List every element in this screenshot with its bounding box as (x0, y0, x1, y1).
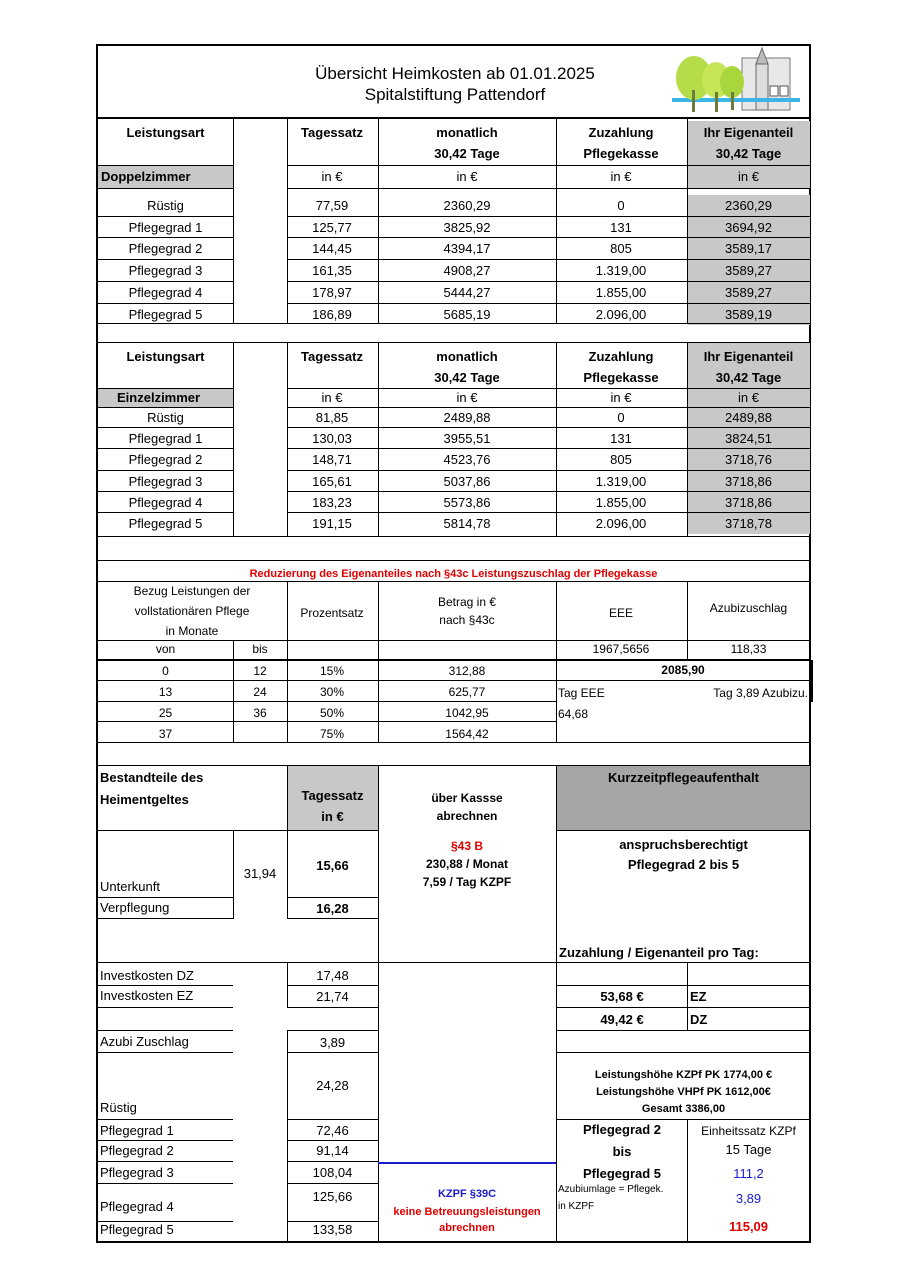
row-eigenanteil: 3589,27 (725, 263, 772, 279)
leistung-vhpf: Leistungshöhe VHPf PK 1612,00€ (596, 1086, 771, 1098)
unit-label: in € (456, 169, 478, 184)
ez-value: 53,68 € (600, 989, 644, 1004)
row-eigenanteil: 3589,27 (725, 284, 772, 300)
eee-value: 1967,5656 (592, 642, 650, 656)
reduction-col-betrag: Betrag in € (437, 595, 497, 609)
reduction-title: Reduzierung des Eigenanteiles nach §43c Leistungszuschlag der Pflegekasse (249, 568, 658, 580)
row-monatlich: 2489,88 (443, 410, 491, 425)
sum-value: 2085,90 (661, 663, 705, 677)
reduction-betrag: 312,88 (448, 664, 486, 678)
leistung-kzpf: Leistungshöhe KZPf PK 1774,00 € (594, 1069, 773, 1081)
pflegegrad-value: 72,46 (316, 1123, 349, 1138)
zuzahlung-pro-tag: Zuzahlung / Eigenanteil pro Tag: (559, 945, 759, 960)
tagessatz-header: Tagessatz (301, 788, 364, 803)
ruestig-label: Rüstig (100, 1100, 137, 1115)
row-monatlich: 4394,17 (443, 241, 491, 257)
col-zuzahlung: Zuzahlung (588, 125, 654, 140)
bestandteile-title: Bestandteile des (100, 770, 204, 785)
kzpf-39c-note: abrechnen (439, 1222, 495, 1234)
reduction-von: von (155, 642, 176, 656)
pflegegrad-value: 125,66 (312, 1189, 353, 1204)
row-name: Pflegegrad 1 (128, 431, 203, 447)
dz-label: DZ (690, 1012, 708, 1027)
row-zuzahlung: 805 (610, 452, 632, 468)
col-tagessatz: Tagessatz (301, 125, 363, 140)
col-monatlich-tage: 30,42 Tage (434, 370, 500, 385)
reduction-col-eee: EEE (608, 606, 633, 620)
row-monatlich: 4523,76 (443, 452, 491, 468)
kzpf-tage: 15 Tage (725, 1142, 772, 1157)
row-tagessatz: 77,59 (315, 198, 349, 213)
azubiumlage-label: Azubiumlage = Pflegek. (558, 1184, 664, 1195)
row-zuzahlung: 1.319,00 (595, 263, 647, 279)
row-tagessatz: 130,03 (312, 431, 352, 447)
row-name: Pflegegrad 4 (128, 284, 203, 300)
unterkunft-sum: 31,94 (243, 866, 277, 881)
row-zuzahlung: 1.855,00 (595, 284, 647, 300)
row-eigenanteil: 3718,86 (725, 473, 772, 489)
row-name: Pflegegrad 4 (128, 494, 203, 510)
ez-label: EZ (690, 989, 707, 1004)
tagessatz-header: in € (321, 809, 344, 824)
row-zuzahlung: 2.096,00 (595, 306, 647, 322)
reduction-col-betrag: nach §43c (439, 613, 495, 627)
unit-label: in € (456, 390, 478, 405)
reduction-col-bezug: Bezug Leistungen der (133, 584, 251, 598)
p43b-tag: 7,59 / Tag KZPF (422, 875, 512, 889)
anspruch-label: Pflegegrad 2 bis 5 (627, 857, 740, 872)
reduction-col-prozent: Prozentsatz (300, 606, 364, 620)
reduction-prozent: 75% (319, 727, 345, 741)
invest-dz-label: Investkosten DZ (100, 968, 194, 983)
reduction-von: 13 (158, 685, 173, 699)
tag-eee-label: Tag EEE (558, 686, 605, 700)
unit-label: in € (610, 390, 632, 405)
doppelzimmer-label: Doppelzimmer (101, 169, 191, 184)
col-pflegekasse: Pflegekasse (583, 370, 659, 385)
row-tagessatz: 125,77 (312, 219, 352, 235)
row-monatlich: 2360,29 (443, 198, 491, 213)
page-subtitle: Spitalstiftung Pattendorf (364, 85, 546, 104)
header-divider (96, 117, 811, 119)
row-monatlich: 3825,92 (443, 219, 491, 235)
row-monatlich: 5573,86 (443, 494, 491, 510)
kzpf-pg5: Pflegegrad 5 (582, 1166, 662, 1181)
reduction-bis: bis (252, 642, 268, 656)
row-eigenanteil: 3718,76 (725, 452, 772, 468)
row-zuzahlung: 2.096,00 (595, 516, 647, 531)
row-eigenanteil: 3718,78 (725, 516, 772, 531)
verpflegung-label: Verpflegung (100, 900, 170, 915)
row-name: Pflegegrad 2 (128, 241, 203, 257)
reduction-prozent: 50% (319, 706, 345, 720)
row-tagessatz: 186,89 (312, 306, 352, 322)
pflegegrad-label: Pflegegrad 5 (100, 1222, 174, 1237)
kzpf-value-3: 115,09 (728, 1219, 769, 1234)
kzpf-pg2: Pflegegrad 2 (582, 1122, 662, 1137)
reduction-prozent: 15% (319, 664, 345, 678)
church-tree-logo (672, 46, 800, 116)
ruestig-value: 24,28 (316, 1078, 349, 1093)
col-monatlich-tage: 30,42 Tage (434, 146, 500, 161)
row-zuzahlung: 131 (610, 431, 632, 447)
row-name: Pflegegrad 3 (128, 263, 203, 279)
pflegegrad-label: Pflegegrad 2 (100, 1143, 174, 1158)
reduction-von: 25 (158, 706, 173, 720)
row-eigenanteil: 3589,19 (725, 306, 772, 322)
unit-label: in € (321, 390, 343, 405)
kzpf-value-1: 111,2 (733, 1166, 764, 1181)
row-zuzahlung: 0 (617, 198, 625, 213)
row-zuzahlung: 1.855,00 (595, 494, 647, 510)
reduction-betrag: 625,77 (448, 685, 486, 699)
reduction-prozent: 30% (319, 685, 345, 699)
col-eigenanteil-tage: 30,42 Tage (715, 146, 782, 161)
pflegegrad-value: 133,58 (312, 1222, 353, 1237)
leistung-gesamt: Gesamt 3386,00 (641, 1103, 726, 1115)
reduction-bis: 24 (253, 685, 267, 699)
row-monatlich: 5444,27 (443, 284, 491, 300)
dz-value: 49,42 € (600, 1012, 644, 1027)
col-pflegekasse: Pflegekasse (583, 146, 659, 161)
kasse-label: abrechnen (436, 809, 498, 823)
page-title: Übersicht Heimkosten ab 01.01.2025 (315, 64, 595, 83)
row-name: Pflegegrad 2 (128, 452, 203, 468)
unit-label: in € (610, 169, 632, 184)
azubi-label: Azubi Zuschlag (100, 1034, 189, 1049)
row-tagessatz: 161,35 (312, 263, 352, 279)
row-eigenanteil: 3718,86 (725, 494, 772, 510)
row-tagessatz: 148,71 (312, 452, 352, 468)
col-monatlich: monatlich (436, 125, 498, 140)
row-tagessatz: 178,97 (312, 284, 352, 300)
row-name: Pflegegrad 5 (128, 306, 203, 322)
row-zuzahlung: 1.319,00 (595, 473, 647, 489)
reduction-col-bezug: vollstationären Pflege (134, 604, 250, 618)
row-name: Rüstig (147, 198, 184, 213)
kzpf-einheitssatz: Einheitssatz KZPf (701, 1124, 796, 1138)
kzpf-39c-note: keine Betreuungsleistungen (393, 1206, 541, 1218)
col-eigenanteil: Ihr Eigenanteil (703, 349, 794, 364)
invest-ez-label: Investkosten EZ (100, 988, 194, 1003)
row-tagessatz: 191,15 (312, 516, 352, 531)
pflegegrad-value: 91,14 (316, 1143, 349, 1158)
kurzzeit-title: Kurzzeitpflegeaufenthalt (608, 770, 759, 785)
row-name: Pflegegrad 5 (128, 516, 203, 531)
unterkunft-label: Unterkunft (100, 879, 160, 894)
p43b-label: §43 B (450, 839, 484, 853)
row-eigenanteil: 3824,51 (725, 431, 772, 447)
unit-label: in € (321, 169, 343, 184)
row-zuzahlung: 805 (610, 241, 632, 257)
kasse-label: über Kassse (431, 791, 503, 805)
reduction-bis: 12 (253, 664, 267, 678)
row-eigenanteil: 2360,29 (725, 198, 772, 213)
reduction-betrag: 1042,95 (445, 706, 489, 720)
tag-azubi-label: Tag 3,89 Azubizu. (713, 686, 808, 700)
unterkunft-value: 15,66 (316, 858, 349, 873)
unit-label: in € (738, 390, 759, 405)
kzpf-39c-title: KZPF §39C (437, 1188, 497, 1200)
col-eigenanteil-tage: 30,42 Tage (715, 370, 782, 385)
verpflegung-value: 16,28 (316, 901, 349, 916)
kzpf-blue-line (378, 1162, 556, 1164)
pflegegrad-label: Pflegegrad 3 (100, 1165, 174, 1180)
col-tagessatz: Tagessatz (301, 349, 363, 364)
col-leistungsart: Leistungsart (126, 349, 205, 364)
col-leistungsart: Leistungsart (126, 125, 205, 140)
bestandteile-title: Heimentgeltes (100, 792, 189, 807)
row-name: Pflegegrad 3 (128, 473, 203, 489)
row-zuzahlung: 131 (610, 219, 632, 235)
row-zuzahlung: 0 (617, 410, 625, 425)
col-eigenanteil: Ihr Eigenanteil (703, 125, 794, 140)
col-monatlich: monatlich (436, 349, 498, 364)
azubiumlage-label: in KZPF (558, 1201, 595, 1212)
einzelzimmer-label: Einzelzimmer (117, 390, 201, 405)
reduction-von: 0 (162, 664, 169, 678)
row-name: Rüstig (147, 410, 184, 425)
row-monatlich: 4908,27 (443, 263, 491, 279)
row-tagessatz: 183,23 (312, 494, 352, 510)
row-monatlich: 5685,19 (443, 306, 491, 322)
pflegegrad-value: 108,04 (312, 1165, 353, 1180)
row-eigenanteil: 3694,92 (725, 219, 772, 235)
row-tagessatz: 81,85 (315, 410, 349, 425)
reduction-col-azubi: Azubizuschlag (709, 601, 788, 615)
kzpf-value-2: 3,89 (735, 1191, 762, 1206)
row-monatlich: 3955,51 (443, 431, 491, 447)
row-name: Pflegegrad 1 (128, 219, 203, 235)
pflegegrad-label: Pflegegrad 1 (100, 1123, 174, 1138)
row-tagessatz: 165,61 (312, 473, 352, 489)
p43b-monat: 230,88 / Monat (425, 857, 509, 871)
reduction-von: 37 (158, 727, 173, 741)
pflegegrad-label: Pflegegrad 4 (100, 1199, 174, 1214)
row-eigenanteil: 2489,88 (725, 410, 772, 425)
kzpf-bis: bis (612, 1144, 632, 1159)
row-tagessatz: 144,45 (312, 241, 352, 257)
reduction-betrag: 1564,42 (445, 727, 489, 741)
anspruch-label: anspruchsberechtigt (619, 837, 748, 852)
azubi-value: 118,33 (730, 642, 767, 656)
tag-eee-value: 64,68 (558, 707, 589, 721)
invest-dz-value: 17,48 (316, 968, 349, 983)
col-zuzahlung: Zuzahlung (588, 349, 654, 364)
row-monatlich: 5814,78 (443, 516, 491, 531)
azubi-tagessatz: 3,89 (319, 1035, 346, 1050)
invest-ez-value: 21,74 (316, 989, 349, 1004)
row-monatlich: 5037,86 (443, 473, 491, 489)
reduction-col-bezug: in Monate (165, 624, 219, 638)
row-eigenanteil: 3589,17 (725, 241, 772, 257)
reduction-bis: 36 (253, 706, 267, 720)
unit-label: in € (738, 169, 759, 184)
